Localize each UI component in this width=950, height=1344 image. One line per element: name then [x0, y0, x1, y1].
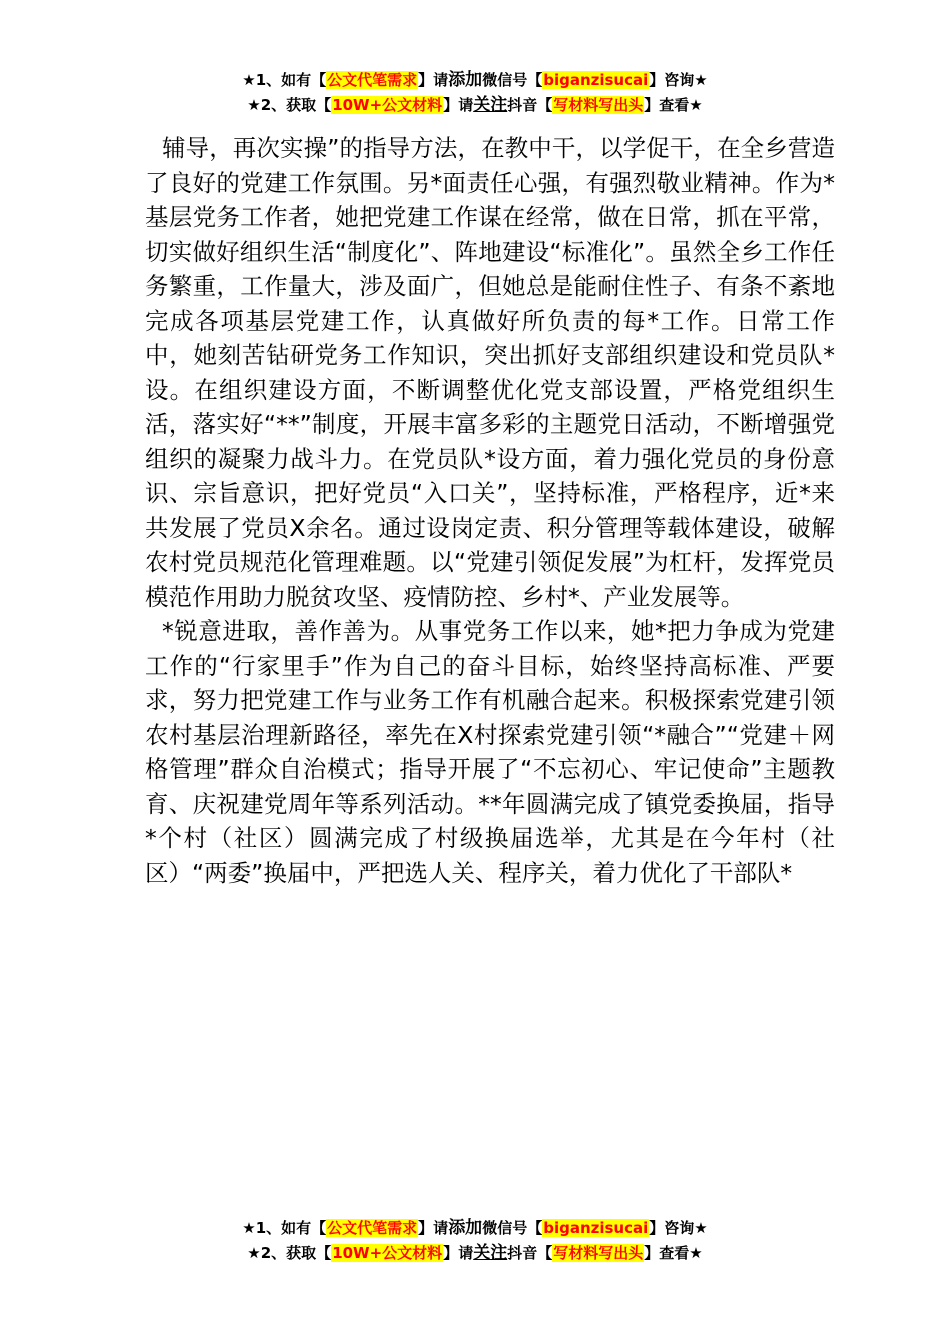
banner-text: 微信号【 — [482, 1219, 543, 1237]
highlight-wechat-id: biganzisucai — [543, 1219, 649, 1237]
banner-text: 】请 — [418, 71, 449, 89]
footer-banner — [0, 1216, 950, 1266]
banner-text: 】请 — [443, 1244, 474, 1262]
header-banner — [0, 68, 950, 118]
banner-text: 】咨询★ — [649, 1219, 708, 1237]
banner-emphasis: 添加 — [448, 1218, 483, 1238]
highlight-wechat-id: biganzisucai — [543, 71, 649, 89]
highlight-service: 公文代笔需求 — [327, 1219, 418, 1237]
paragraph: 辅导，再次实操”的指导方法，在教中干，以学促干，在全乡营造了良好的党建工作氛围。另*面责任心强，有强烈敬业精神。作为*基层党务工作者，她把党建工作谋在经常，做在日常，抓在平常，切实做好组织生活“制度化”、阵地建设“标准化”。虽然全乡工作任务繁重，工作量大，涉及面广，但她总是能耐住性子、有条不紊地完成各项基层党建工作，认真做好所负责的每*工作。日常工作中，她刻苦钻研党务工作知识，突出抓好支部组织建设和党员队*设。在组织建设方面，不断调整优化党支部设置，严格党组织生活，落实好“**”制度，开展丰富多彩的主题党日活动，不断增强党组织的凝聚力战斗力。在党员队*设方面，着力强化党员的身份意识、宗旨意识，把好党员“入口关”，坚持标准，严格程序，近*来共发展了党员X余名。通过设岗定责、积分管理等载体建设，破解农村党员规范化管理难题。以“党建引领促发展”为杠杆，发挥党员模范作用助力脱贫攻坚、疫情防控、乡村*、产业发展等。 — [145, 134, 835, 611]
banner-text: 抖音【 — [507, 96, 553, 114]
banner-text: 】查看★ — [644, 96, 703, 114]
banner-text: ★1、如有【 — [242, 71, 327, 89]
highlight-douyin: 写材料写出头 — [553, 96, 644, 114]
banner-line-1 — [0, 1216, 950, 1241]
banner-text: ★1、如有【 — [242, 1219, 327, 1237]
banner-text: 抖音【 — [507, 1244, 553, 1262]
banner-text: ★2、获取【 — [247, 1244, 332, 1262]
banner-text: ★2、获取【 — [247, 96, 332, 114]
banner-text: 】请 — [443, 96, 474, 114]
highlight-materials: 10W+公文材料 — [332, 96, 443, 114]
document-body — [145, 131, 835, 890]
highlight-service: 公文代笔需求 — [327, 71, 418, 89]
banner-text: 微信号【 — [482, 71, 543, 89]
banner-emphasis: 关注 — [473, 95, 508, 115]
banner-text: 】查看★ — [644, 1244, 703, 1262]
banner-emphasis: 关注 — [473, 1243, 508, 1263]
highlight-douyin: 写材料写出头 — [553, 1244, 644, 1262]
paragraph: *锐意进取，善作善为。从事党务工作以来，她*把力争成为党建工作的“行家里手”作为自己的奋斗目标，始终坚持高标准、严要求，努力把党建工作与业务工作有机融合起来。积极探索党建引领农村基层治理新路径，率先在X村探索党建引领“*融合”“党建＋网格管理”群众自治模式；指导开展了“不忘初心、牢记使命”主题教育、庆祝建党周年等系列活动。**年圆满完成了镇党委换届，指导*个村（社区）圆满完成了村级换届选举，尤其是在今年村（社区）“两委”换届中，严把选人关、程序关，着力优化了干部队* — [145, 617, 835, 887]
banner-line-2 — [0, 93, 950, 118]
highlight-materials: 10W+公文材料 — [332, 1244, 443, 1262]
banner-emphasis: 添加 — [448, 70, 483, 90]
banner-text: 】咨询★ — [649, 71, 708, 89]
banner-line-1 — [0, 68, 950, 93]
banner-text: 】请 — [418, 1219, 449, 1237]
banner-line-2 — [0, 1241, 950, 1266]
